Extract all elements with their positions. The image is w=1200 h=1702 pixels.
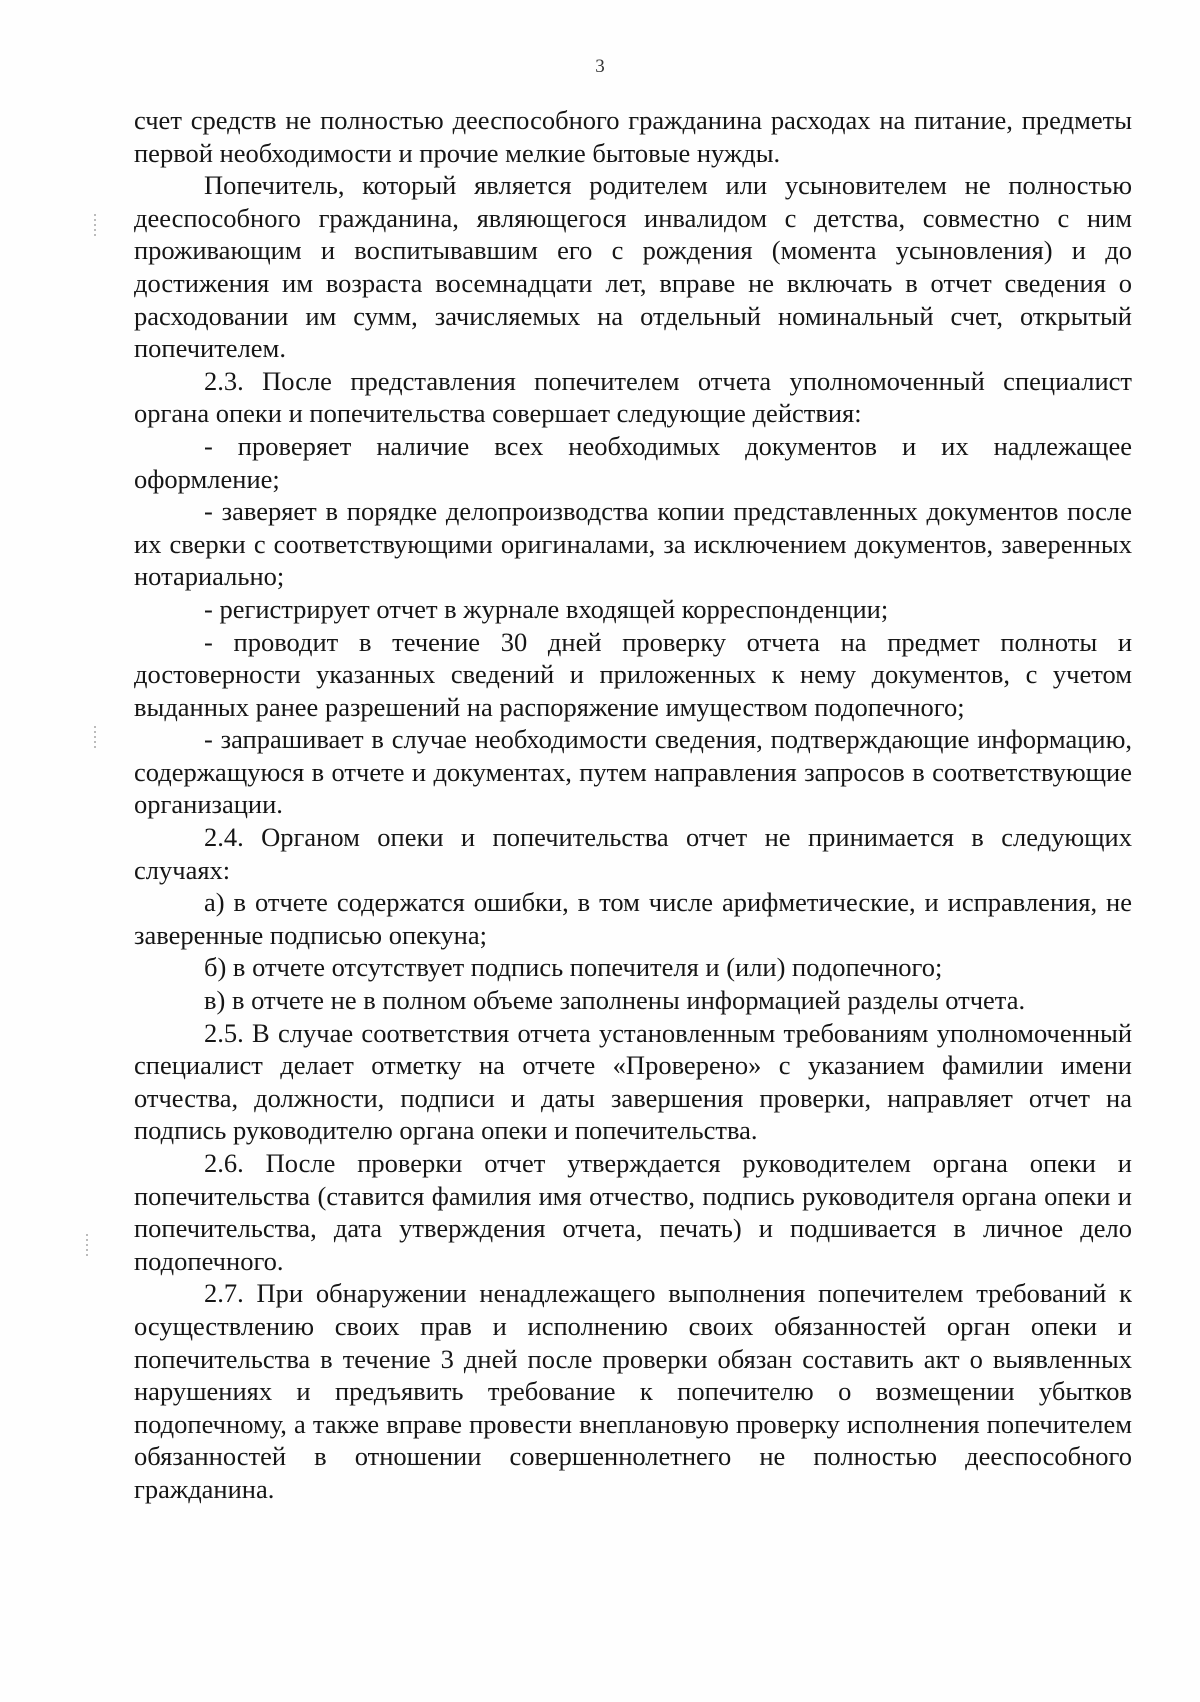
list-item: - регистрирует отчет в журнале входящей корреспонденции; — [204, 593, 889, 624]
section-paragraph: 2.4. Органом опеки и попечительства отчет не принимается в следующих случаях: — [134, 822, 1132, 885]
list-item: б) в отчете отсутствует подпись попечителя и (или) подопечного; — [204, 952, 943, 983]
paragraph: счет средств не полностью дееспособного гражданина расходах на питание, предметы первой необходимости и прочие мелкие бытовые нужды. — [134, 105, 1132, 168]
binding-hole-mark — [86, 1234, 88, 1258]
list-item: - заверяет в порядке делопроизводства копии представленных документов после их сверки с соответствующими оригиналами, за исключением документов, заверенных нотариально; — [134, 496, 1132, 592]
section-paragraph: 2.5. В случае соответствия отчета установленным требованиям уполномоченный специалист делает отметку на отчете «Проверено» с указанием фамилии имени отчества, должности, подписи и даты завершения проверки, направляет отчет на подпись руководителю органа опеки и попечительства. — [134, 1017, 1132, 1146]
list-item: - запрашивает в случае необходимости сведения, подтверждающие информацию, содержащуюся в отчете и документах, путем направления запросов в соответствующие организации. — [134, 724, 1132, 820]
page-number: 3 — [595, 56, 605, 77]
list-item: а) в отчете содержатся ошибки, в том числе арифметические, и исправления, не заверенные подписью опекуна; — [134, 887, 1132, 950]
list-item: в) в отчете не в полном объеме заполнены информацией разделы отчета. — [204, 985, 1026, 1016]
list-item: - проводит в течение 30 дней проверку отчета на предмет полноты и достоверности указанных сведений и приложенных к нему документов, с учетом выданных ранее разрешений на распоряжение имуществом подопечного; — [134, 626, 1132, 722]
document-body — [134, 104, 1132, 1506]
binding-hole-mark — [94, 214, 96, 238]
list-item: - проверяет наличие всех необходимых документов и их надлежащее оформление; — [134, 430, 1132, 494]
binding-hole-mark — [94, 726, 96, 750]
paragraph: Попечитель, который является родителем или усыновителем не полностью дееспособного гражданина, являющегося инвалидом с детства, совместно с ним проживающим и воспитывавшим его с рождения (момента усыновления) и до достижения им возраста восемнадцати лет, вправе не включать в отчет сведения о расходовании им сумм, зачисляемых на отдельный номинальный счет, открытый попечителем. — [134, 170, 1132, 364]
section-paragraph: 2.3. После представления попечителем отчета уполномоченный специалист органа опеки и попечительства совершает следующие действия: — [134, 365, 1132, 429]
section-paragraph: 2.6. После проверки отчет утверждается руководителем органа опеки и попечительства (ставится фамилия имя отчество, подпись руководителя органа опеки и попечительства, дата утверждения отчета, печать) и подшивается в личное дело подопечного. — [134, 1148, 1132, 1276]
section-paragraph: 2.7. При обнаружении ненадлежащего выполнения попечителем требований к осуществлению своих прав и исполнению своих обязанностей орган опеки и попечительства в течение 3 дней после проверки обязан составить акт о выявленных нарушениях и предъявить требование к попечителю о возмещении убытков подопечному, а также вправе провести внеплановую проверку исполнения попечителем обязанностей в отношении совершеннолетнего не полностью дееспособного гражданина. — [134, 1278, 1132, 1504]
